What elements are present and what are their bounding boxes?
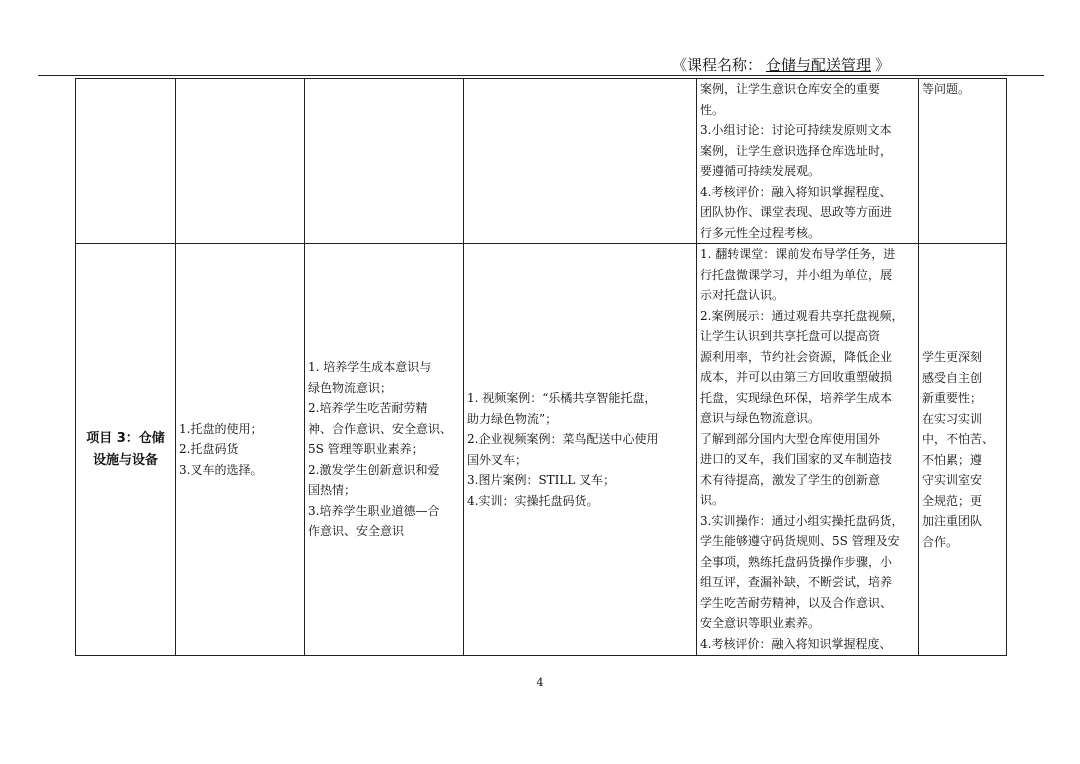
cases-cell-empty: [464, 79, 697, 244]
text-line: 让学生认识到共享托盘可以提高资: [700, 329, 881, 343]
text-line: 2.托盘码货: [179, 442, 239, 457]
text-line: 1. 翻转课堂：课前发布导学任务，进: [700, 247, 896, 261]
text-line: 要遵循可持续发展观。: [700, 164, 821, 178]
text-line: 识。: [700, 493, 725, 507]
text-line: 3.实训操作：通过小组实操托盘码货，: [700, 513, 904, 528]
text-line: 源利用率，节约社会资源，降低企业: [700, 349, 893, 364]
text-line: 合作。: [922, 534, 959, 549]
text-line: 4.考核评价：融入将知识掌握程度、: [700, 636, 892, 651]
text-line: 全规范；更: [922, 493, 983, 508]
effects-cell: [919, 244, 1007, 656]
goals-cell-empty: [305, 79, 464, 244]
text-line: 1. 视频案例：“乐橘共享智能托盘，: [467, 391, 657, 405]
text-line: 项目 3：仓储: [86, 430, 165, 446]
text-line: 2.培养学生吃苦耐劳精: [308, 401, 428, 416]
header-prefix: 《课程名称：: [671, 56, 762, 74]
text-line: 3.图片案例：STILL 叉车；: [467, 473, 616, 487]
text-line: 行托盘微课学习，并小组为单位，展: [700, 267, 893, 282]
text-line: 学生更深刻: [922, 350, 983, 364]
text-line: 全事项，熟练托盘码货操作步骤，小: [700, 554, 893, 569]
text-line: 作意识、安全意识: [308, 524, 405, 539]
knowledge-cell: [176, 244, 305, 656]
text-line: 1.托盘的使用；: [179, 421, 263, 436]
text-line: 成本，并可以由第三方回收重塑破损: [700, 370, 893, 384]
text-line: 守实训室安: [922, 473, 983, 487]
text-line: 组互评，查漏补缺，不断尝试，培养: [700, 575, 893, 589]
goals-cell: [305, 244, 464, 656]
lesson-plan-table: [75, 78, 1007, 656]
text-line: 2.企业视频案例：菜鸟配送中心使用: [467, 432, 659, 446]
table-row-continued: [76, 79, 1007, 244]
text-line: 案例，让学生意识仓库安全的重要: [700, 82, 881, 96]
text-line: 助力绿色物流”；: [467, 411, 558, 426]
text-line: 学生吃苦耐劳精神，以及合作意识、: [700, 595, 893, 610]
course-name: 仓储与配送管理: [765, 56, 871, 74]
text-line: 了解到部分国内大型仓库使用国外: [700, 431, 881, 446]
text-line: 5S 管理等职业素养；: [308, 442, 424, 457]
text-line: 案例，让学生意识选择仓库选址时，: [700, 143, 893, 158]
text-line: 托盘，实现绿色环保，培养学生成本: [700, 390, 893, 405]
text-line: 学生能够遵守码货规则、5S 管理及安: [700, 534, 900, 548]
text-line: 感受自主创: [922, 370, 983, 385]
text-line: 安全意识等职业素养。: [700, 616, 821, 630]
header-suffix: 》: [874, 56, 890, 74]
text-line: 神、合作意识、安全意识、: [308, 421, 453, 436]
page-header: [0, 54, 890, 75]
text-line: 2.案例展示：通过观看共享托盘视频，: [700, 308, 904, 323]
text-line: 新重要性；: [922, 391, 983, 405]
text-line: 性。: [700, 102, 725, 117]
text-line: 中，不怕苦、: [922, 432, 995, 446]
page-number: 4: [536, 676, 544, 689]
text-line: 3.培养学生职业道德—合: [308, 503, 440, 518]
text-line: 在实习实训: [922, 411, 983, 426]
table-row-project-3: [76, 244, 1007, 656]
text-line: 示对托盘认识。: [700, 288, 785, 302]
text-line: 团队协作、课堂表现、思政等方面进: [700, 205, 893, 219]
text-line: 不怕累；遵: [922, 452, 983, 467]
methods-cell-continued: [697, 79, 919, 244]
text-line: 加注重团队: [922, 514, 983, 528]
methods-cell: [697, 244, 919, 656]
text-line: 国外叉车；: [467, 452, 528, 467]
header-rule: [38, 75, 1044, 76]
text-line: 等问题。: [922, 82, 971, 96]
text-line: 4.实训：实操托盘码货。: [467, 493, 599, 508]
project-cell: [76, 244, 176, 656]
text-line: 3.叉车的选择。: [179, 462, 263, 477]
project-cell-empty: [76, 79, 176, 244]
text-line: 绿色物流意识；: [308, 380, 393, 395]
text-line: 1. 培养学生成本意识与: [308, 360, 432, 375]
text-line: 设施与设备: [92, 452, 158, 468]
effects-cell-continued: [919, 79, 1007, 244]
text-line: 2.激发学生创新意识和爱: [308, 462, 440, 477]
knowledge-cell-empty: [176, 79, 305, 244]
text-line: 进口的叉车，我们国家的叉车制造技: [700, 452, 893, 466]
text-line: 意识与绿色物流意识。: [700, 411, 821, 425]
text-line: 3.小组讨论：讨论可持续发原则文本: [700, 123, 892, 137]
text-line: 国热情；: [308, 483, 357, 498]
text-line: 4.考核评价：融入将知识掌握程度、: [700, 184, 892, 199]
text-line: 术有待提高，激发了学生的创新意: [700, 472, 881, 487]
text-line: 行多元性全过程考核。: [700, 225, 821, 240]
cases-cell: [464, 244, 697, 656]
